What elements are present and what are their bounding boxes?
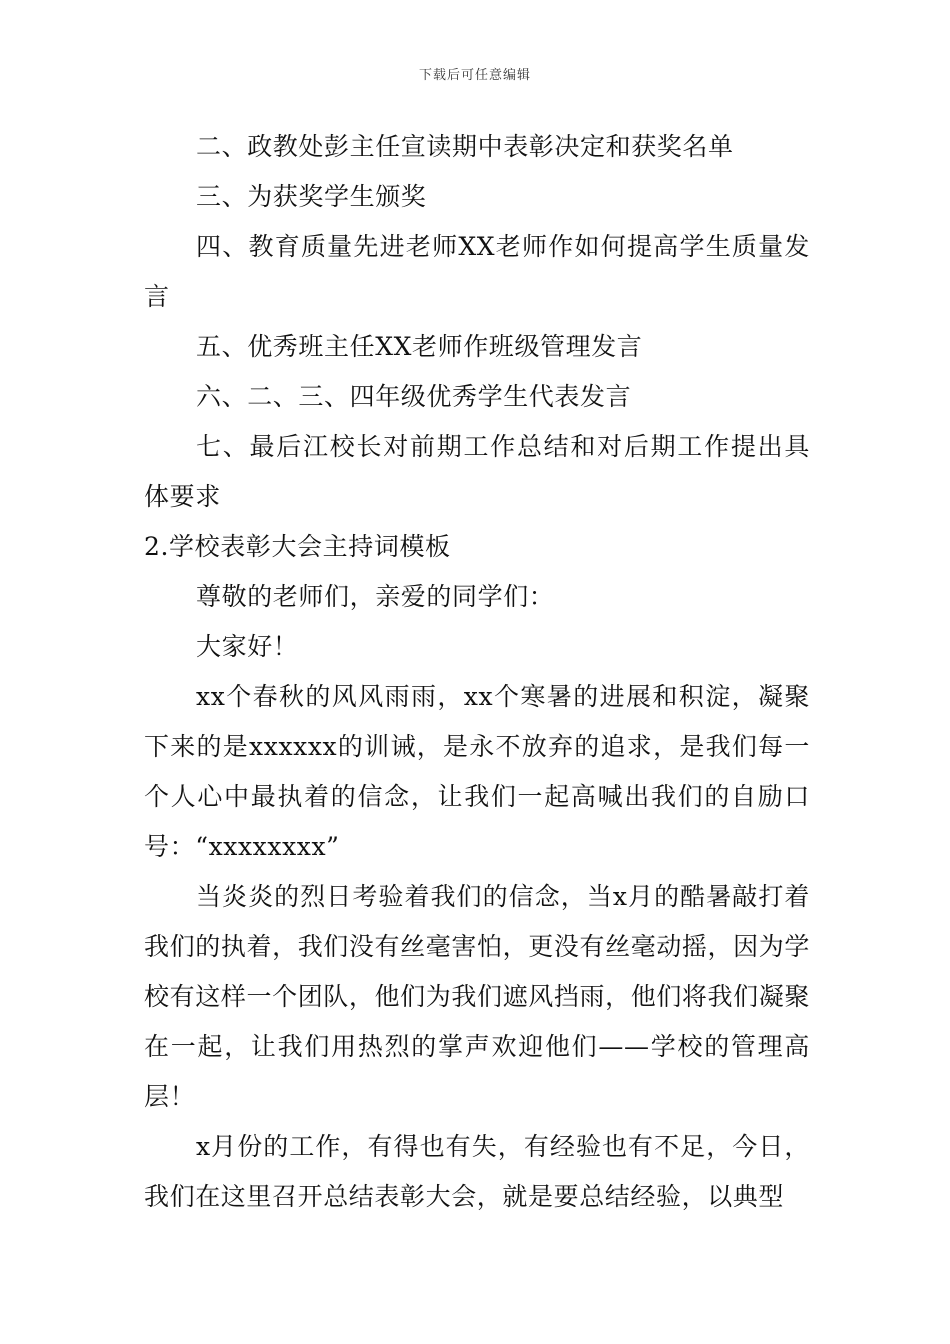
- body-paragraph: 当炎炎的烈日考验着我们的信念，当x月的酷暑敲打着我们的执着，我们没有丝毫害怕，更没有丝毫动摇，因为学校有这样一个团队，他们为我们遮风挡雨，他们将我们凝聚在一起，让我们用热烈的掌声欢迎他们——学校的管理高层！: [144, 882, 810, 1111]
- agenda-item-3: 三、为获奖学生颁奖: [196, 182, 427, 211]
- page-header: 下载后可任意编辑: [418, 68, 531, 83]
- document-body: [144, 122, 810, 1222]
- agenda-item-7: 七、最后江校长对前期工作总结和对后期工作提出具体要求: [144, 432, 810, 511]
- body-paragraph: x月份的工作，有得也有失，有经验也有不足，今日，我们在这里召开总结表彰大会，就是要总结经验，以典型: [144, 1132, 810, 1211]
- section-heading: 2.学校表彰大会主持词模板: [144, 532, 451, 561]
- agenda-item-2: 二、政教处彭主任宣读期中表彰决定和获奖名单: [196, 132, 734, 161]
- agenda-item-5: 五、优秀班主任XX老师作班级管理发言: [196, 332, 643, 361]
- body-paragraph: xx个春秋的风风雨雨，xx个寒暑的进展和积淀，凝聚下来的是xxxxxx的训诫，是永不放弃的追求，是我们每一个人心中最执着的信念，让我们一起高喊出我们的自励口号：“xxxxxxxx”: [144, 682, 810, 861]
- agenda-item-4: 四、教育质量先进老师XX老师作如何提高学生质量发言: [144, 232, 810, 311]
- salutation: 尊敬的老师们，亲爱的同学们：: [196, 582, 555, 611]
- agenda-item-6: 六、二、三、四年级优秀学生代表发言: [196, 382, 632, 411]
- greeting: 大家好！: [196, 632, 299, 661]
